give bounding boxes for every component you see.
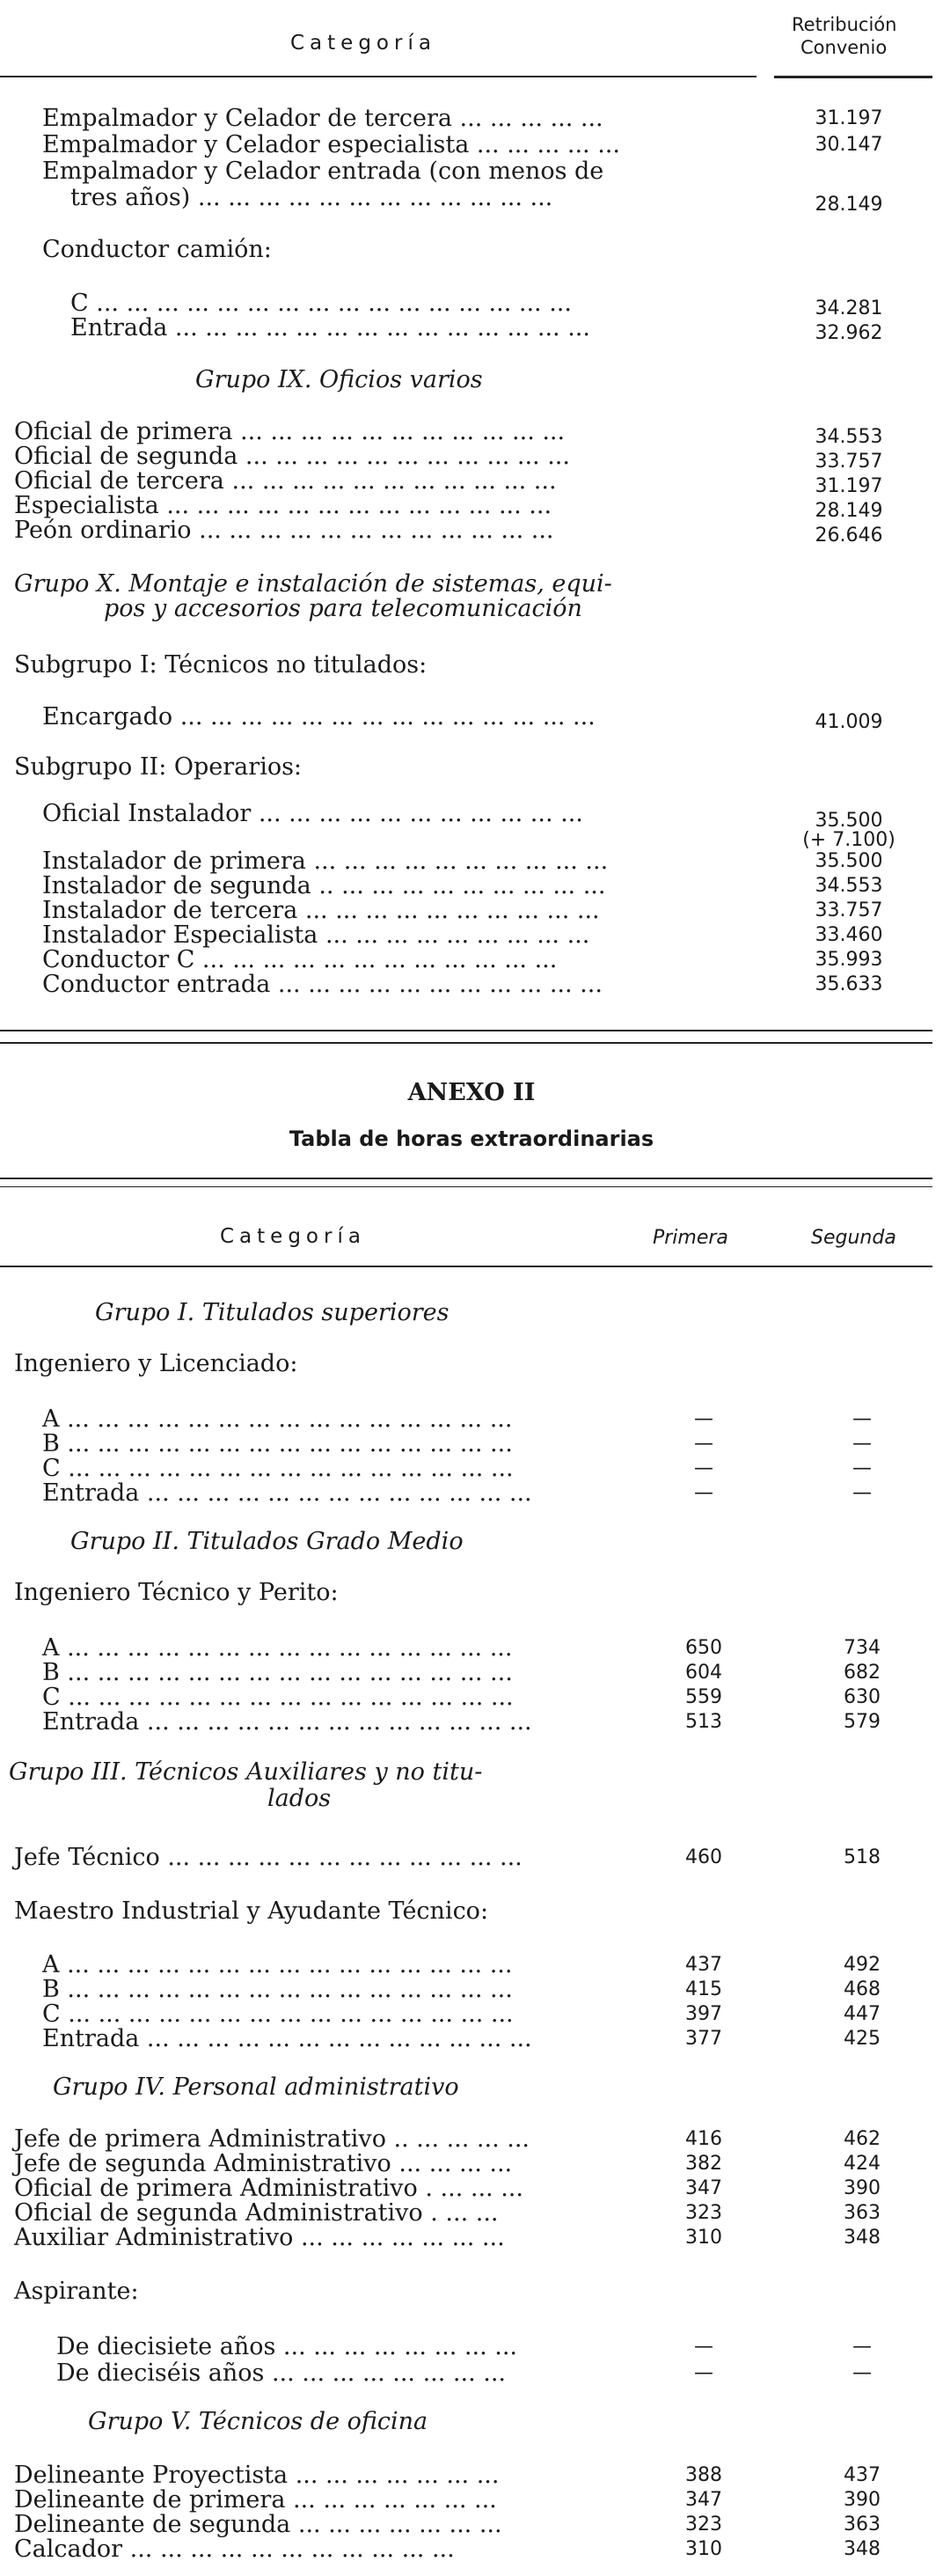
primera-value: 513	[685, 1711, 722, 1733]
row-label: Auxiliar Administrativo ... ... ... ... ... ... ...	[14, 2224, 505, 2251]
row-value: 26.646	[815, 525, 883, 547]
row-label: C ... ... ... ... ... ... ... ... ... ... ... ... ... ... ...	[42, 1455, 514, 1482]
segunda-value: 363	[844, 2514, 881, 2536]
row-label: tres años) ... ... ... ... ... ... ... ... ... ... ... ...	[70, 184, 553, 211]
segunda-value: —	[852, 2362, 872, 2384]
row-value: 33.757	[815, 899, 883, 921]
row-label: Oficial de tercera ... ... ... ... ... ... ... ... ... ... ...	[14, 467, 557, 495]
section-label-ingeniero-tecnico: Ingeniero Técnico y Perito:	[14, 1579, 339, 1606]
primera-value: —	[694, 1408, 713, 1430]
row-value: 35.633	[815, 973, 883, 995]
column-header-segunda: Segunda	[811, 1227, 896, 1249]
segunda-value: 348	[844, 2538, 881, 2560]
table-row	[0, 2223, 943, 2253]
row-value: 35.500	[815, 850, 883, 872]
row-label: B ... ... ... ... ... ... ... ... ... ... ... ... ... ... ...	[42, 1976, 513, 2003]
row-value: 34.281	[815, 297, 883, 319]
row-label: Instalador de tercera ... ... ... ... ... ... ... ... ... ...	[42, 897, 600, 924]
group-heading-x-line2: pos y accesorios para telecomunicación	[104, 595, 582, 622]
primera-value: 323	[685, 2202, 722, 2224]
annex-title: ANEXO II	[407, 1079, 536, 1106]
primera-value: 382	[685, 2153, 722, 2175]
row-label: Delineante de segunda ... ... ... ... ... ... ...	[14, 2511, 502, 2538]
row-label: Especialista ... ... ... ... ... ... ... ... ... ... ... ... ...	[14, 492, 552, 519]
annex-top-rule	[0, 1186, 932, 1187]
primera-value: 323	[685, 2514, 722, 2536]
row-label: Oficial de primera Administrativo . ... ... ...	[14, 2175, 523, 2202]
row-label: Conductor C ... ... ... ... ... ... ... ... ... ... ... ...	[42, 946, 558, 973]
primera-value: 437	[685, 1954, 722, 1976]
segunda-value: 462	[844, 2128, 881, 2150]
primera-value: —	[694, 1482, 713, 1504]
row-label: Instalador de primera ... ... ... ... ... ... ... ... ... ...	[42, 848, 609, 875]
segunda-value: 390	[844, 2177, 881, 2199]
group-heading-v: Grupo V. Técnicos de oficina	[88, 2408, 428, 2435]
column-header-retribucion: Retribución	[792, 14, 897, 35]
table-row	[0, 130, 943, 160]
segunda-value: 518	[844, 1846, 881, 1868]
table-row	[0, 104, 943, 134]
row-value: 28.149	[815, 194, 883, 216]
row-value: 35.993	[815, 949, 883, 971]
column-header-primera: Primera	[653, 1227, 728, 1249]
row-label: Empalmador y Celador entrada (con menos de	[42, 158, 604, 185]
row-label: Oficial de segunda ... ... ... ... ... ... ... ... ... ... ...	[14, 443, 570, 470]
primera-value: 347	[685, 2177, 722, 2199]
table-row	[0, 313, 943, 343]
row-label: Delineante Proyectista ... ... ... ... ... ... ...	[14, 2462, 500, 2489]
row-value: 35.500	[815, 810, 883, 832]
segunda-value: —	[852, 2336, 872, 2358]
row-label: Instalador Especialista ... ... ... ... ... ... ... ... ...	[42, 921, 590, 949]
segunda-value: 425	[844, 2028, 881, 2050]
annex-subtitle: Tabla de horas extraordinarias	[289, 1127, 654, 1151]
table-row	[0, 2024, 943, 2054]
row-label: Delineante de primera ... ... ... ... ... ... ...	[14, 2486, 497, 2514]
primera-value: 347	[685, 2489, 722, 2511]
segunda-value: 579	[844, 1711, 881, 1733]
row-value: 31.197	[815, 107, 883, 129]
group-heading-i: Grupo I. Titulados superiores	[95, 1299, 450, 1326]
header-rule-right	[774, 76, 932, 78]
row-label: Oficial Instalador ... ... ... ... ... ... ... ... ... ... ...	[42, 800, 583, 827]
segunda-value: 424	[844, 2153, 881, 2175]
table-row	[0, 516, 943, 546]
row-label: Conductor entrada ... ... ... ... ... ... ... ... ... ... ...	[42, 971, 603, 998]
row-label: Oficial de segunda Administrativo . ... ...	[14, 2199, 499, 2227]
header-rule	[0, 76, 757, 77]
table-row	[0, 702, 943, 732]
table-row	[0, 157, 943, 187]
row-value: 33.757	[815, 451, 883, 473]
annex-top-rule	[0, 1178, 932, 1179]
segunda-value: 682	[844, 1662, 881, 1684]
row-label: Instalador de segunda .. ... ... ... ... ... ... ... ... ...	[42, 872, 606, 899]
row-label: Entrada ... ... ... ... ... ... ... ... ... ... ... ... ...	[42, 2025, 532, 2052]
row-value-extra: (+ 7.100)	[802, 829, 895, 851]
primera-value: 650	[685, 1637, 722, 1659]
segunda-value: —	[852, 1408, 872, 1430]
table-row	[0, 2535, 943, 2565]
group-heading-iii-line2: lados	[267, 1785, 332, 1812]
segunda-value: 468	[844, 1978, 881, 2000]
segunda-value: —	[852, 1457, 872, 1479]
primera-value: 310	[685, 2538, 722, 2560]
row-label: C ... ... ... ... ... ... ... ... ... ... ... ... ... ... ... ...	[70, 290, 572, 317]
table-row	[0, 2332, 943, 2362]
segunda-value: —	[852, 1433, 872, 1455]
table-row	[0, 1707, 943, 1737]
subgroup-heading-i: Subgrupo I: Técnicos no titulados:	[14, 651, 428, 679]
row-label: B ... ... ... ... ... ... ... ... ... ... ... ... ... ... ...	[42, 1659, 513, 1686]
row-label: Jefe de primera Administrativo .. ... ... ... ...	[14, 2125, 530, 2153]
section-label-conductor-camion: Conductor camión:	[42, 236, 272, 263]
group-heading-iv: Grupo IV. Personal administrativo	[53, 2073, 459, 2101]
segunda-value: 734	[844, 1637, 881, 1659]
table-row	[0, 1843, 943, 1873]
row-label: Entrada ... ... ... ... ... ... ... ... ... ... ... ... ... ...	[70, 314, 590, 341]
row-value: 31.197	[815, 475, 883, 497]
row-value: 30.147	[815, 134, 883, 156]
subgroup-heading-ii: Subgrupo II: Operarios:	[14, 753, 303, 781]
primera-value: 377	[685, 2028, 722, 2050]
row-value: 32.962	[815, 322, 883, 344]
primera-value: —	[694, 1457, 713, 1479]
row-label: B ... ... ... ... ... ... ... ... ... ... ... ... ... ... ...	[42, 1430, 513, 1457]
segunda-value: 348	[844, 2227, 881, 2249]
column-header-categoria: Categoría	[220, 1225, 366, 1248]
primera-value: 604	[685, 1662, 722, 1684]
table-row	[0, 183, 943, 216]
segunda-value: 630	[844, 1686, 881, 1708]
segunda-value: 437	[844, 2464, 881, 2486]
primera-value: —	[694, 1433, 713, 1455]
primera-value: 388	[685, 2464, 722, 2486]
row-label: Calcador ... ... ... ... ... ... ... ... ... ... ...	[14, 2536, 455, 2563]
table-row	[0, 799, 943, 832]
table-end-rule	[0, 1042, 932, 1044]
column-header-categoria: Categoría	[290, 32, 436, 55]
annex-header-rule	[0, 1266, 932, 1267]
row-label: De dieciséis años ... ... ... ... ... ... ... ...	[56, 2359, 507, 2387]
primera-value: 416	[685, 2128, 722, 2150]
row-label: C ... ... ... ... ... ... ... ... ... ... ... ... ... ... ...	[42, 1684, 514, 1711]
segunda-value: 447	[844, 2003, 881, 2025]
row-label: A ... ... ... ... ... ... ... ... ... ... ... ... ... ... ...	[42, 1634, 513, 1662]
column-header-convenio: Convenio	[800, 37, 888, 58]
row-value: 33.460	[815, 924, 883, 946]
table-row	[0, 2359, 943, 2389]
primera-value: 559	[685, 1686, 722, 1708]
segunda-value: 363	[844, 2202, 881, 2224]
group-heading-x-line1: Grupo X. Montaje e instalación de sistemas, equi-	[14, 570, 612, 598]
section-label-maestro-industrial: Maestro Industrial y Ayudante Técnico:	[14, 1897, 489, 1925]
segunda-value: 390	[844, 2489, 881, 2511]
primera-value: —	[694, 2362, 713, 2384]
row-label: Encargado ... ... ... ... ... ... ... ... ... ... ... ... ... ...	[42, 703, 596, 730]
row-value: 41.009	[815, 711, 883, 733]
primera-value: —	[694, 2336, 713, 2358]
row-label: Jefe Técnico ... ... ... ... ... ... ... ... ... ... ... ...	[14, 1844, 523, 1871]
segunda-value: 492	[844, 1954, 881, 1976]
table-row	[0, 970, 943, 1000]
row-value: 34.553	[815, 426, 883, 448]
row-label: Empalmador y Celador de tercera ... ... ... ... ...	[42, 105, 603, 132]
group-heading-iii-line1: Grupo III. Técnicos Auxiliares y no titu-	[9, 1758, 483, 1786]
row-label: De diecisiete años ... ... ... ... ... ... ... ...	[56, 2333, 517, 2360]
row-value: 28.149	[815, 500, 883, 522]
row-label: C ... ... ... ... ... ... ... ... ... ... ... ... ... ... ...	[42, 2000, 514, 2028]
row-value: 34.553	[815, 875, 883, 897]
row-label: A ... ... ... ... ... ... ... ... ... ... ... ... ... ... ...	[42, 1951, 513, 1978]
row-label: Entrada ... ... ... ... ... ... ... ... ... ... ... ... ...	[42, 1479, 532, 1507]
section-label-ingeniero-licenciado: Ingeniero y Licenciado:	[14, 1350, 298, 1377]
row-label: Peón ordinario ... ... ... ... ... ... ... ... ... ... ... ...	[14, 517, 554, 544]
primera-value: 415	[685, 1978, 722, 2000]
primera-value: 397	[685, 2003, 722, 2025]
segunda-value: —	[852, 1482, 872, 1504]
table-end-rule	[0, 1030, 932, 1031]
group-heading-ix: Grupo IX. Oficios varios	[195, 366, 483, 393]
row-label: A ... ... ... ... ... ... ... ... ... ... ... ... ... ... ...	[42, 1405, 513, 1433]
row-label: Empalmador y Celador especialista ... ... ... ... ...	[42, 131, 620, 158]
primera-value: 460	[685, 1846, 722, 1868]
row-label: Jefe de segunda Administrativo ... ... ... ...	[14, 2150, 513, 2177]
row-label: Entrada ... ... ... ... ... ... ... ... ... ... ... ... ...	[42, 1708, 532, 1736]
row-label: Oficial de primera ... ... ... ... ... ... ... ... ... ... ...	[14, 418, 566, 445]
primera-value: 310	[685, 2227, 722, 2249]
group-heading-ii: Grupo II. Titulados Grado Medio	[70, 1528, 464, 1555]
section-label-aspirante: Aspirante:	[14, 2278, 139, 2305]
table-row	[0, 1479, 943, 1508]
